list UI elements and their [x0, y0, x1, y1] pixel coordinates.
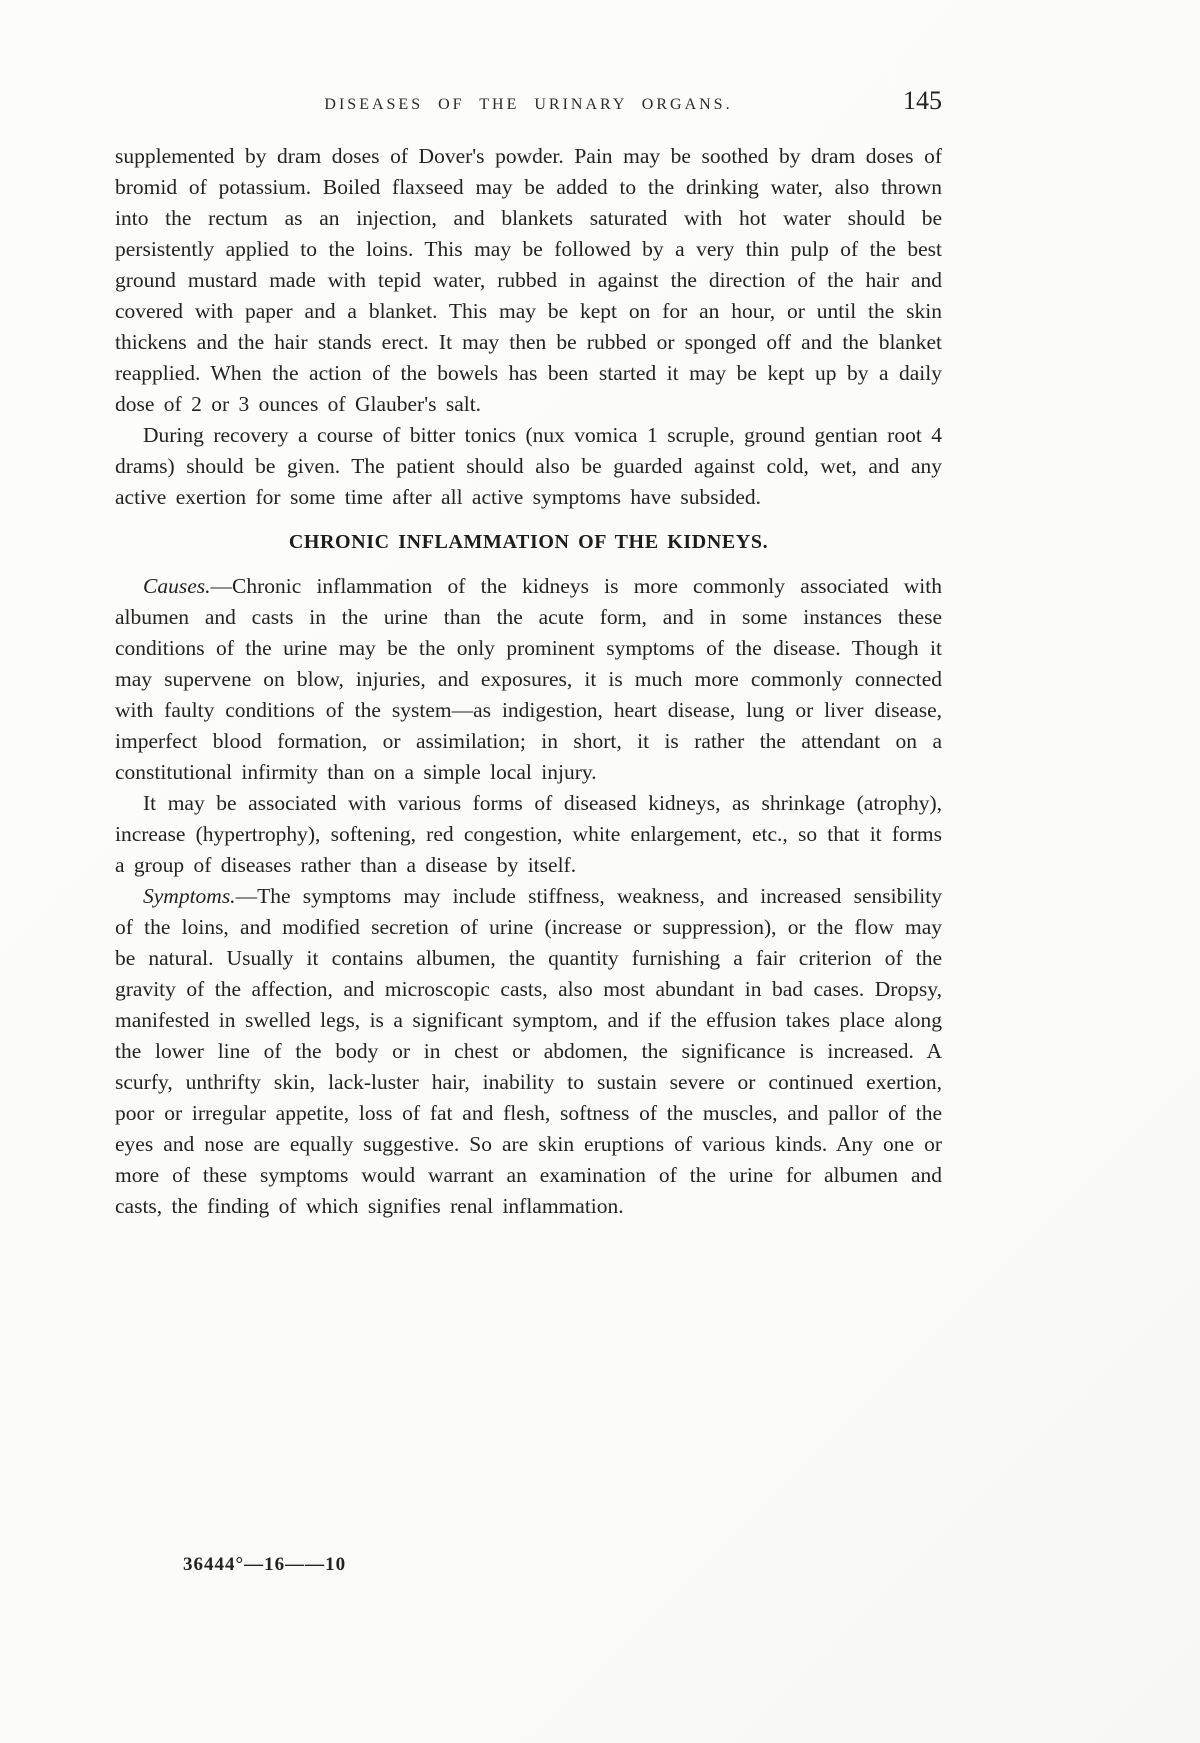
paragraph-diseased-kidneys	[115, 788, 942, 881]
paragraph-text: —The symptoms may include stiffness, weakness, and increased sensibility of the loins, and modified secretion of urine (increase or suppression), or the flow may be natural. Usually it contains albumen, the quantity furnishing a fair criterion of the gravity of the affection, and microscopic casts, also most abundant in bad cases. Dropsy, manifested in swelled legs, is a significant symptom, and if the effusion takes place along the lower line of the body or in chest or abdomen, the significance is increased. A scurfy, unthrifty skin, lack-luster hair, inability to sustain severe or continued exertion, poor or irregular appetite, loss of fat and flesh, softness of the muscles, and pallor of the eyes and nose are equally suggestive. So are skin eruptions of various kinds. Any one or more of these symptoms would warrant an examination of the urine for albumen and casts, the finding of which signifies renal inflammation.	[115, 884, 942, 1218]
page-body	[115, 141, 942, 1222]
paragraph-lead-symptoms: Symptoms.	[143, 884, 236, 908]
page-number: 145	[903, 86, 942, 115]
paragraph-text: supplemented by dram doses of Dover's powder. Pain may be soothed by dram doses of bromid of potassium. Boiled flaxseed may be added to the drinking water, also thrown into the rectum as an injection, and blankets saturated with hot water should be persistently applied to the loins. This may be followed by a very thin pulp of the best ground mustard made with tepid water, rubbed in against the direction of the hair and covered with paper and a blanket. This may be kept on for an hour, or until the skin thickens and the hair stands erect. It may then be rubbed or sponged off and the blanket reapplied. When the action of the bowels has been started it may be kept up by a daily dose of 2 or 3 ounces of Glauber's salt.	[115, 144, 942, 416]
page-header	[115, 86, 942, 124]
signature-mark: 36444°—16——10	[183, 1554, 347, 1575]
paragraph-recovery	[115, 420, 942, 513]
section-heading-chronic-inflammation: CHRONIC INFLAMMATION OF THE KIDNEYS.	[288, 531, 769, 553]
paragraph-symptoms	[115, 881, 942, 1222]
paragraph-lead-causes: Causes.	[143, 574, 211, 598]
paragraph-causes	[115, 571, 942, 788]
paragraph-text: It may be associated with various forms of diseased kidneys, as shrinkage (atrophy), increase (hypertrophy), softening, red congestion, white enlargement, etc., so that it forms a group of diseases rather than a disease by itself.	[115, 791, 942, 877]
paragraph-text: —Chronic inflammation of the kidneys is more commonly associated with albumen and casts in the urine than the acute form, and in some instances these conditions of the urine may be the only prominent symptoms of the disease. Though it may supervene on blow, injuries, and exposures, it is much more commonly connected with faulty conditions of the system—as indigestion, heart disease, lung or liver disease, imperfect blood formation, or assimilation; in short, it is rather the attendant on a constitutional infirmity than on a simple local injury.	[115, 574, 942, 784]
running-title: DISEASES OF THE URINARY ORGANS.	[324, 96, 733, 113]
paragraph-dover-powder	[115, 141, 942, 420]
paragraph-text: During recovery a course of bitter tonics (nux vomica 1 scruple, ground gentian root 4 drams) should be given. The patient should also be guarded against cold, wet, and any active exertion for some time after all active symptoms have subsided.	[115, 423, 942, 509]
